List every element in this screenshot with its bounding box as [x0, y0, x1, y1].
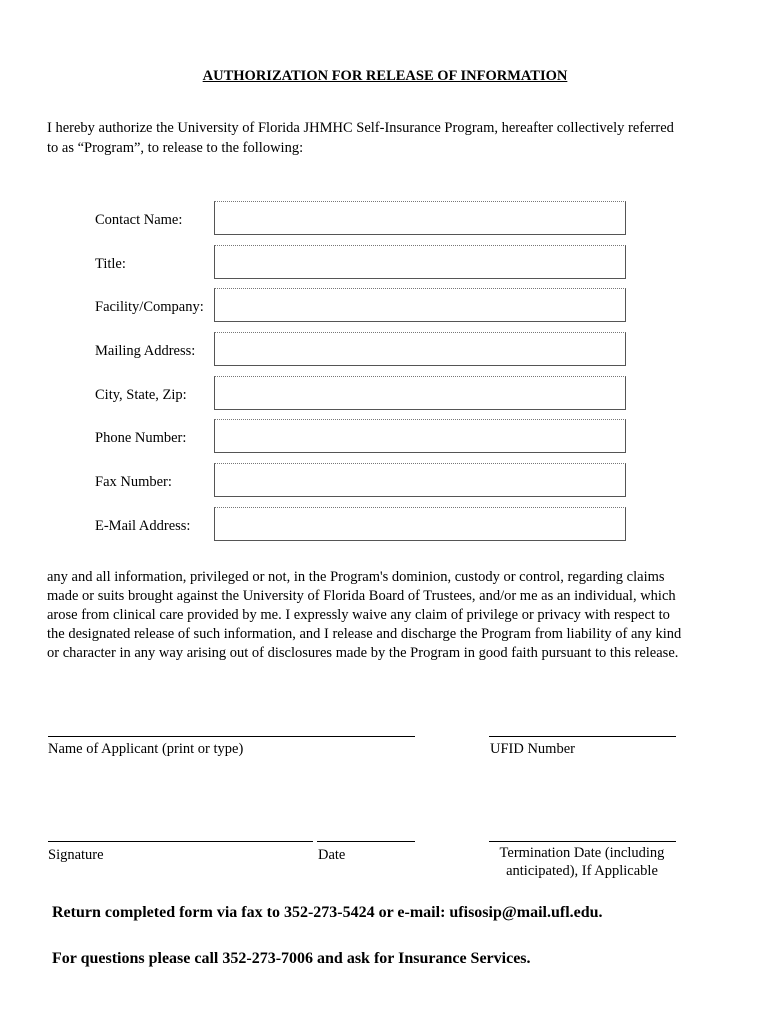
- email-address-field[interactable]: [214, 507, 626, 541]
- form-title: AUTHORIZATION FOR RELEASE OF INFORMATION: [202, 68, 568, 84]
- facility-company-field[interactable]: [214, 288, 626, 322]
- intro-line-1: I hereby authorize the University of Florida JHMHC Self-Insurance Program, hereafter collectively referred: [47, 120, 674, 136]
- fax-number-field[interactable]: [214, 463, 626, 497]
- termination-date-line[interactable]: [489, 841, 676, 842]
- paragraph-line: any and all information, privileged or not, in the Program's dominion, custody or control, regarding claims: [47, 569, 665, 585]
- date-label: Date: [318, 847, 346, 863]
- applicant-name-label: Name of Applicant (print or type): [48, 741, 244, 757]
- signature-label: Signature: [48, 847, 104, 863]
- paragraph-line: made or suits brought against the University of Florida Board of Trustees, and/or me as an individual, which: [47, 588, 676, 604]
- date-line[interactable]: [317, 841, 415, 842]
- termination-label-line-1: Termination Date (including: [499, 845, 665, 861]
- intro-text: [47, 118, 727, 158]
- contact-name-field[interactable]: [214, 201, 626, 235]
- title-label: Title:: [95, 256, 126, 272]
- mailing-address-field[interactable]: [214, 332, 626, 366]
- city-state-zip-field[interactable]: [214, 376, 626, 410]
- city-state-zip-label: City, State, Zip:: [95, 387, 187, 403]
- fax-number-label: Fax Number:: [95, 474, 172, 490]
- questions-contact: For questions please call 352-273-7006 and ask for Insurance Services.: [52, 950, 531, 967]
- facility-company-label: Facility/Company:: [95, 299, 204, 315]
- phone-number-field[interactable]: [214, 419, 626, 453]
- phone-number-label: Phone Number:: [95, 430, 187, 446]
- signature-line[interactable]: [48, 841, 313, 842]
- ufid-number-label: UFID Number: [490, 741, 575, 757]
- intro-line-2: to as “Program”, to release to the following:: [47, 140, 304, 156]
- ufid-number-line[interactable]: [489, 736, 676, 737]
- applicant-name-line[interactable]: [48, 736, 415, 737]
- paragraph-line: the designated release of such information, and I release and discharge the Program from liability of any kind: [47, 626, 682, 642]
- termination-label-line-2: anticipated), If Applicable: [506, 863, 658, 879]
- title-field[interactable]: [214, 245, 626, 279]
- email-address-label: E-Mail Address:: [95, 518, 191, 534]
- return-instructions: Return completed form via fax to 352-273-5424 or e-mail: ufisosip@mail.ufl.edu.: [52, 904, 603, 921]
- paragraph-line: or character in any way arising out of disclosures made by the Program in good faith pursuant to this release.: [47, 645, 679, 661]
- authorization-paragraph: [47, 568, 727, 663]
- termination-date-label: [482, 844, 682, 880]
- contact-name-label: Contact Name:: [95, 212, 183, 228]
- paragraph-line: arose from clinical care provided by me. I expressly waive any claim of privilege or privacy with respect to: [47, 607, 670, 623]
- mailing-address-label: Mailing Address:: [95, 343, 196, 359]
